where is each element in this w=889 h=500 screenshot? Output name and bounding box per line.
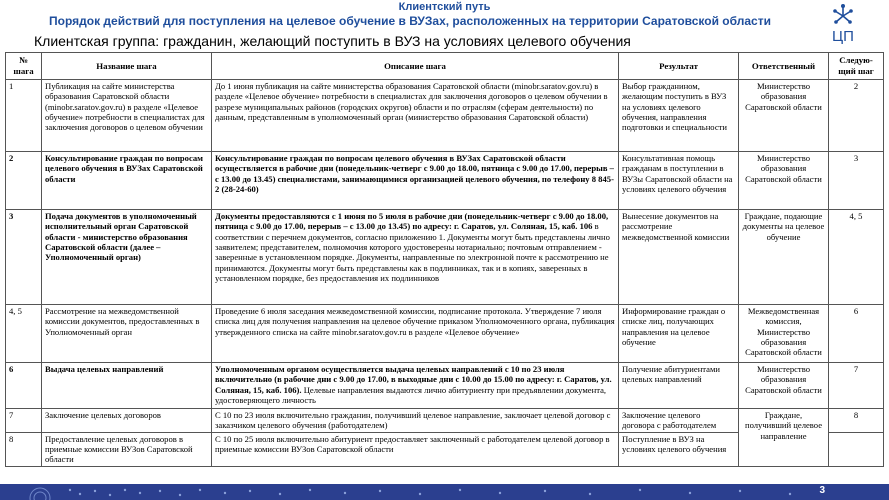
step-resp: Граждане, получивший целевое направление bbox=[739, 409, 829, 467]
table-row bbox=[6, 363, 884, 409]
svg-text:ЦП: ЦП bbox=[832, 28, 854, 45]
table-row bbox=[6, 80, 884, 152]
step-num: 3 bbox=[6, 210, 42, 305]
slide-header bbox=[0, 0, 889, 52]
step-resp: Граждане, подающие документы на целевое обучение bbox=[739, 210, 829, 305]
step-next bbox=[829, 432, 884, 466]
step-result: Заключение целевого договора с работодателем bbox=[619, 409, 739, 433]
step-result: Информирование граждан о списке лиц, получающих направления на целевое обучение bbox=[619, 305, 739, 363]
step-next: 4, 5 bbox=[829, 210, 884, 305]
step-result: Вынесение документов на рассмотрение межведомственной комиссии bbox=[619, 210, 739, 305]
table-row bbox=[6, 409, 884, 433]
col-header-next: Следую-щий шаг bbox=[829, 53, 884, 80]
col-header-result: Результат bbox=[619, 53, 739, 80]
step-desc bbox=[212, 210, 619, 305]
step-num: 1 bbox=[6, 80, 42, 152]
step-resp: Межведомственная комиссия, Министерство образования Саратовской области bbox=[739, 305, 829, 363]
step-desc-rest: Целевые направления выдаются лично абитуриенту при предъявлении документа, удостоверяющего личность bbox=[215, 384, 607, 405]
step-result: Консультативная помощь гражданам в поступлении в ВУЗы Саратовской области на условиях целевого обучения bbox=[619, 152, 739, 210]
page-number: 3 bbox=[819, 485, 825, 496]
col-header-resp: Ответственный bbox=[739, 53, 829, 80]
step-num: 6 bbox=[6, 363, 42, 409]
step-name: Предоставление целевых договоров в приемные комиссии ВУЗов Саратовской области bbox=[42, 432, 212, 466]
step-desc-bold: Документы предоставляются с 1 июня по 5 июля в рабочие дни (понедельник-четверг с 9.00 до 18.00, пятница с 9.00 до 17.00, перерыв – с 13.00 до 13.45) по адресу: г. Саратов, ул. Соляная, 15, каб. 106 bbox=[215, 211, 609, 232]
col-header-num: № шага bbox=[6, 53, 42, 80]
client-group-label: Клиентская группа: bbox=[34, 33, 160, 49]
step-desc: С 10 по 25 июля включительно абитуриент предоставляет заключенный с работодателем целевой договор в приемные комиссии ВУЗов Саратовской области bbox=[212, 432, 619, 466]
step-next: 6 bbox=[829, 305, 884, 363]
table-row bbox=[6, 210, 884, 305]
step-resp: Министерство образования Саратовской области bbox=[739, 80, 829, 152]
step-name: Консультирование граждан по вопросам целевого обучения в ВУЗах Саратовской области bbox=[42, 152, 212, 210]
step-desc: Консультирование граждан по вопросам целевого обучения в ВУЗах Саратовской области осуществляется в рабочие дни (понедельник-четверг с 9.00 до 18.00, пятница с 9.00 до 17.00, перерыв – с 13.00 до 13.45) специалистами, занимающимися организацией целевого обучения, по телефону 8 845-2 (28-24-60) bbox=[212, 152, 619, 210]
step-name: Выдача целевых направлений bbox=[42, 363, 212, 409]
step-resp: Министерство образования Саратовской области bbox=[739, 152, 829, 210]
step-num: 7 bbox=[6, 409, 42, 433]
step-next: 7 bbox=[829, 363, 884, 409]
col-header-name: Название шага bbox=[42, 53, 212, 80]
step-result: Выбор гражданином, желающим поступить в ВУЗ на условиях целевого обучения, направления подготовки и специальности bbox=[619, 80, 739, 152]
table-row bbox=[6, 305, 884, 363]
step-desc-bold: Уполномоченным органом осуществляется выдача целевых направлений с 10 по 23 июля включительно (в рабочие дни с 9.00 до 17.00, в выходные дни с 10.00 до 15.00 по адресу: г. Саратов, ул. Соляная, 15, каб. 106). bbox=[215, 364, 612, 395]
page-title: Порядок действий для поступления на целевое обучение в ВУЗах, расположенных на территории Саратовской области bbox=[49, 14, 771, 28]
super-title: Клиентский путь bbox=[398, 1, 491, 13]
table-header-row bbox=[6, 53, 884, 80]
step-desc bbox=[212, 363, 619, 409]
step-resp: Министерство образования Саратовской области bbox=[739, 363, 829, 409]
step-num: 2 bbox=[6, 152, 42, 210]
logo-icon bbox=[815, 2, 871, 48]
slide-footer bbox=[0, 484, 889, 500]
step-num: 8 bbox=[6, 432, 42, 466]
step-name: Рассмотрение на межведомственной комиссии документов, предоставленных в Уполномоченный орган bbox=[42, 305, 212, 363]
step-result: Поступление в ВУЗ на условиях целевого обучения bbox=[619, 432, 739, 466]
step-result: Получение абитуриентами целевых направлений bbox=[619, 363, 739, 409]
client-group-text: гражданин, желающий поступить в ВУЗ на условиях целевого обучения bbox=[159, 33, 631, 49]
step-desc: С 10 по 23 июля включительно гражданин, получивший целевое направление, заключает целевой договор с заказчиком целевого обучения (работодателем) bbox=[212, 409, 619, 433]
client-group bbox=[34, 33, 631, 49]
table-row bbox=[6, 152, 884, 210]
step-next: 8 bbox=[829, 409, 884, 433]
step-num: 4, 5 bbox=[6, 305, 42, 363]
step-next: 3 bbox=[829, 152, 884, 210]
step-name: Заключение целевых договоров bbox=[42, 409, 212, 433]
step-desc: Проведение 6 июля заседания межведомственной комиссии, подписание протокола. Утверждение 7 июля списка лиц для получения направления на целевое обучение приказом Уполномоченного органа, публикация утвержденного списка на сайте minobr.saratov.gov.ru в разделе «Целевое обучение» bbox=[212, 305, 619, 363]
step-name: Подача документов в уполномоченный исполнительный орган Саратовской области - министерство образования Саратовской области (далее – Уполномоченный орган) bbox=[42, 210, 212, 305]
step-next: 2 bbox=[829, 80, 884, 152]
footer-pattern-icon bbox=[0, 484, 889, 500]
step-name: Публикация на сайте министерства образования Саратовской области (minobr.saratov.gov.ru) в разделе «Целевое обучение» потребности в специалистах для заключения договоров о целевом обучении bbox=[42, 80, 212, 152]
step-desc-rest: в соответствии с перечнем документов, согласно приложению 1. Документы могут быть представлены лично заявителем; представителем, полномочия которого удостоверены нотариально; почтовым отправлением - заверенные в установленном порядке. Документы, направленные по электронной почте к рассмотрению не принимаются. Документы могут быть представлены как в подлинниках, так и в копиях, заверенных в установленном порядке, без предоставления их подлинников bbox=[215, 221, 610, 283]
steps-table bbox=[5, 52, 884, 467]
col-header-desc: Описание шага bbox=[212, 53, 619, 80]
step-desc: До 1 июня публикация на сайте министерства образования Саратовской области (minobr.saratov.gov.ru) в разделе «Целевое обучение» потребности в специалистах для заключения договоров о целевом обучении в разрезе муниципальных районов (городских округов) области и по отраслям (сферам деятельности) по данным, представленным в уполномоченный орган (министерство образования Саратовской области) bbox=[212, 80, 619, 152]
